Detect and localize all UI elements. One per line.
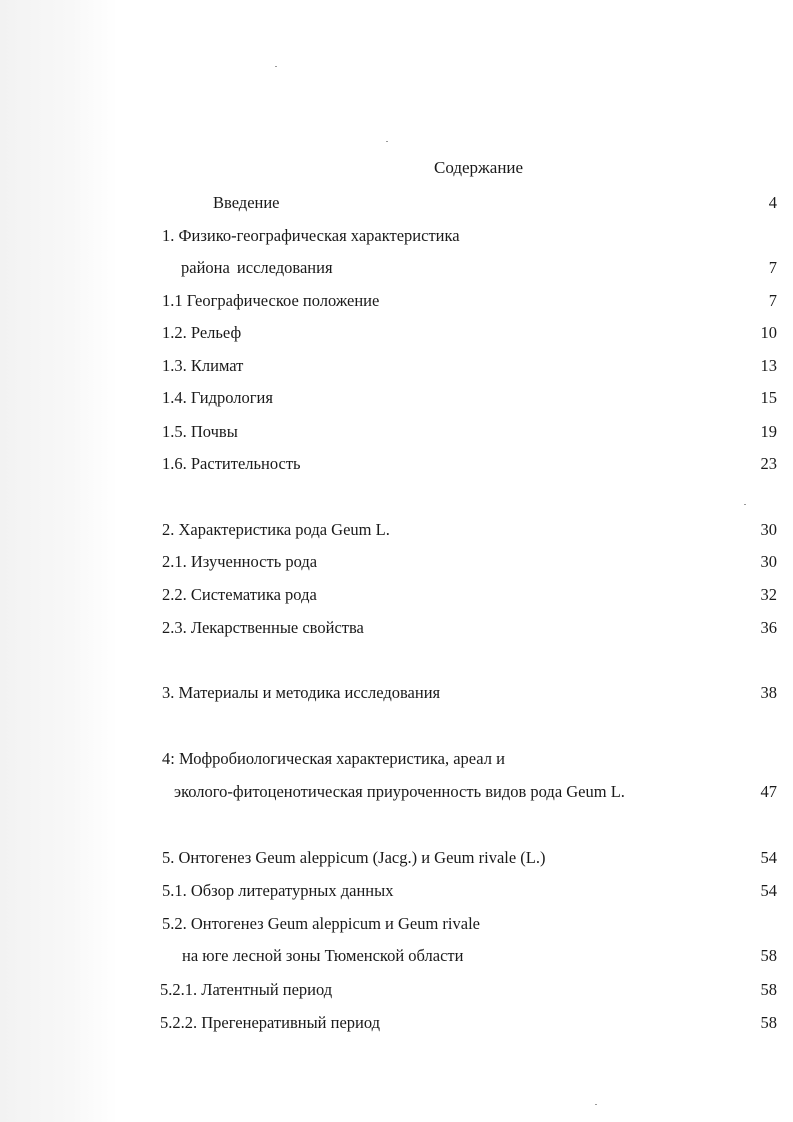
toc-entry-text: 5. Онтогенез Geum aleppicum (Jacg.) и Geum rivale (L.): [162, 848, 546, 867]
toc-entry-page: 38: [760, 683, 777, 702]
toc-entry: [0, 847, 793, 869]
toc-entry-page: 54: [760, 881, 777, 900]
toc-entry-page: 7: [768, 291, 777, 310]
toc-entry-text: эколого-фитоценотическая приуроченность видов рода Geum L.: [174, 782, 625, 801]
toc-entry-page: 58: [760, 1013, 777, 1032]
toc-entry: [0, 551, 793, 573]
toc-entry: [0, 421, 793, 443]
toc-entry-page: 13: [760, 356, 777, 375]
toc-entry-page: 58: [760, 946, 777, 965]
toc-entry: [0, 913, 793, 935]
toc-entry-text: 2. Характеристика рода Geum L.: [162, 520, 390, 539]
toc-entry-text: 5.2. Онтогенез Geum aleppicum и Geum rivale: [162, 914, 480, 933]
toc-entry: [0, 1012, 793, 1034]
toc-entry-page: 4: [768, 193, 777, 212]
toc-entry-text: 5.2.2. Прегенеративный период: [160, 1013, 381, 1032]
toc-entry: [0, 322, 793, 344]
toc-entry-text: 1.4. Гидрология: [162, 388, 273, 407]
toc-entry-text: 1.1 Географическое положение: [162, 291, 380, 310]
toc-entry-text: 5.1. Обзор литературных данных: [162, 881, 394, 900]
toc-entry: [0, 387, 793, 409]
toc-entry-text: 1. Физико-географическая характеристика: [162, 226, 460, 245]
toc-entry-text: 4: Мофробиологическая характеристика, ареал и: [162, 749, 505, 768]
page-title: Содержание: [434, 158, 524, 177]
toc-entry-text: 2.2. Систематика рода: [162, 585, 317, 604]
toc-entry: [0, 225, 793, 247]
toc-entry-page: 32: [760, 585, 777, 604]
scan-speck: [275, 66, 277, 67]
toc-entry-text: 2.3. Лекарственные свойства: [162, 618, 364, 637]
toc-entry: [0, 748, 793, 770]
toc-entry: [0, 781, 793, 803]
toc-entry: [0, 257, 793, 279]
toc-entry: [0, 453, 793, 475]
toc-entry-page: 30: [760, 520, 777, 539]
toc-entry-text: 1.5. Почвы: [162, 422, 238, 441]
toc-entry-page: 10: [760, 323, 777, 342]
toc-entry: [0, 617, 793, 639]
toc-entry: [0, 880, 793, 902]
toc-entry-page: 54: [760, 848, 777, 867]
scan-speck: [386, 141, 388, 142]
toc-entry-page: 47: [760, 782, 777, 801]
toc-entry: [0, 355, 793, 377]
toc-entry-text: района исследования: [181, 258, 333, 277]
toc-entry: [0, 682, 793, 704]
toc-entry-text: на юге лесной зоны Тюменской области: [182, 946, 464, 965]
toc-entry: [0, 290, 793, 312]
toc-entry: [0, 584, 793, 606]
toc-entry-page: 23: [760, 454, 777, 473]
toc-entry: [0, 979, 793, 1001]
toc-entry-text: 1.6. Растительность: [162, 454, 301, 473]
toc-entry-text: 1.2. Рельеф: [162, 323, 242, 342]
toc-entry: [0, 192, 793, 214]
toc-entry: [0, 519, 793, 541]
scan-speck: [595, 1104, 597, 1105]
toc-entry-page: 36: [760, 618, 777, 637]
toc-entry-page: 58: [760, 980, 777, 999]
toc-entry-text: 1.3. Климат: [162, 356, 244, 375]
toc-entry: [0, 945, 793, 967]
toc-entry-text: 3. Материалы и методика исследования: [162, 683, 441, 702]
toc-entry-page: 19: [760, 422, 777, 441]
toc-entry-page: 7: [768, 258, 777, 277]
toc-entry-page: 15: [760, 388, 777, 407]
toc-entry-text: Введение: [213, 193, 280, 212]
toc-entry-page: 30: [760, 552, 777, 571]
scan-speck: [744, 504, 746, 505]
toc-entry-text: 2.1. Изученность рода: [162, 552, 318, 571]
toc-entry-text: 5.2.1. Латентный период: [160, 980, 333, 999]
